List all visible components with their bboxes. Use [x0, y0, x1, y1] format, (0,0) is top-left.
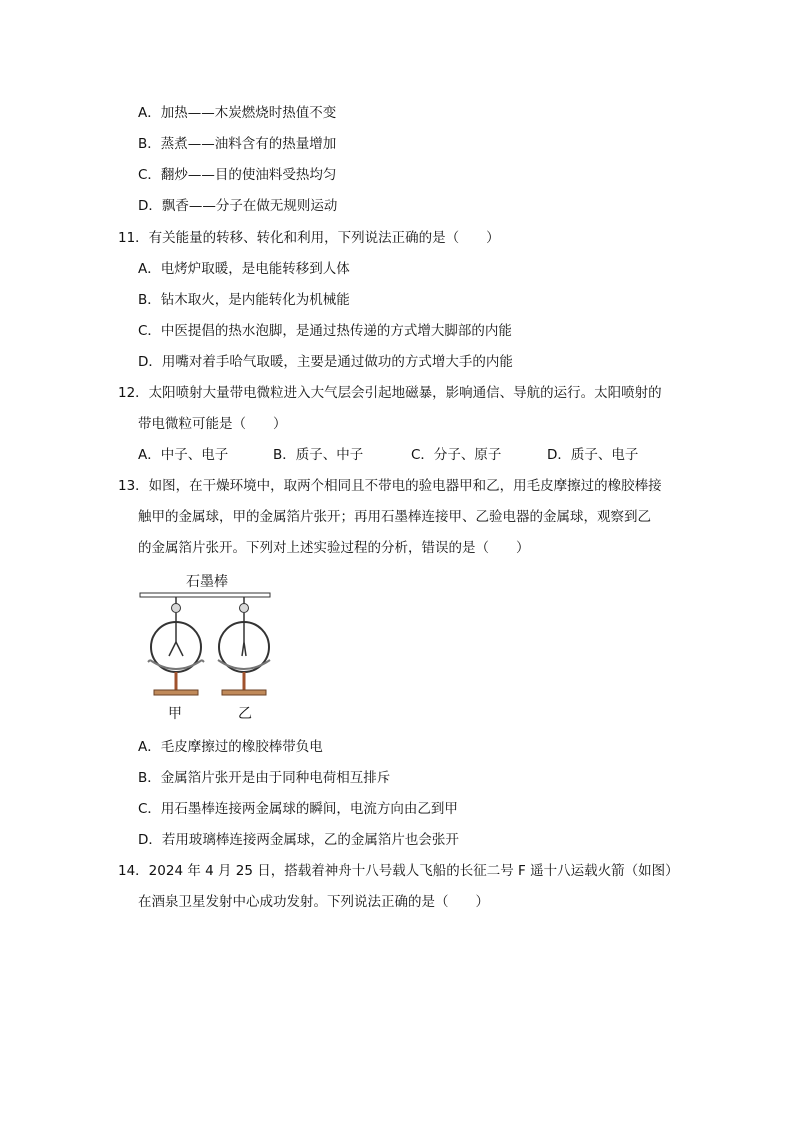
q11-option-d: D．用嘴对着手哈气取暖，主要是通过做功的方式增大手的内能 [138, 354, 513, 370]
q10-option-c: C．翻炒——目的使油料受热均匀 [138, 167, 337, 183]
q13-option-d: D．若用玻璃棒连接两金属球，乙的金属箔片也会张开 [138, 832, 459, 848]
q13-stem-line3: 的金属箔片张开。下列对上述实验过程的分析，错误的是（ ） [138, 540, 530, 556]
q11-option-c: C．中医提倡的热水泡脚，是通过热传递的方式增大脚部的内能 [138, 323, 512, 339]
electroscope-left [148, 597, 204, 695]
q12-stem-line1: 12．太阳喷射大量带电微粒进入大气层会引起地磁暴，影响通信、导航的运行。太阳喷射的 [118, 385, 662, 401]
q12-option-b: B．质子、中子 [273, 447, 364, 463]
q10-option-d: D．飘香——分子在做无规则运动 [138, 198, 338, 214]
q10-option-a: A．加热——木炭燃烧时热值不变 [138, 105, 337, 121]
q14-stem-line1: 14．2024 年 4 月 25 日，搭载着神舟十八号载人飞船的长征二号 F 遥十八运载火箭（如图） [118, 863, 679, 879]
q13-stem-line1: 13．如图，在干燥环境中，取两个相同且不带电的验电器甲和乙，用毛皮摩擦过的橡胶棒接 [118, 478, 662, 494]
q11-stem: 11．有关能量的转移、转化和利用，下列说法正确的是（ ） [118, 230, 500, 246]
q10-option-b: B．蒸煮——油料含有的热量增加 [138, 136, 337, 152]
q13-option-a: A．毛皮摩擦过的橡胶棒带负电 [138, 739, 323, 755]
electroscope-right [218, 597, 270, 695]
q13-stem-line2: 触甲的金属球，甲的金属箔片张开；再用石墨棒连接甲、乙验电器的金属球，观察到乙 [138, 509, 651, 525]
electroscope-drawing [138, 590, 272, 720]
q13-option-b: B．金属箔片张开是由于同种电荷相互排斥 [138, 770, 391, 786]
q12-option-a: A．中子、电子 [138, 447, 229, 463]
q11-option-a: A．电烤炉取暖，是电能转移到人体 [138, 261, 350, 277]
electroscope-figure [138, 572, 272, 722]
q11-option-b: B．钻木取火，是内能转化为机械能 [138, 292, 350, 308]
graphite-rod [140, 593, 270, 597]
graphite-rod-label: 石墨棒 [186, 574, 228, 590]
electroscope-left-label: 甲 [168, 706, 182, 722]
q12-stem-line2: 带电微粒可能是（ ） [138, 416, 287, 432]
q12-option-c: C．分子、原子 [411, 447, 502, 463]
q12-option-d: D．质子、电子 [547, 447, 639, 463]
q14-stem-line2: 在酒泉卫星发射中心成功发射。下列说法正确的是（ ） [138, 894, 489, 910]
q13-option-c: C．用石墨棒连接两金属球的瞬间，电流方向由乙到甲 [138, 801, 458, 817]
electroscope-right-label: 乙 [238, 706, 252, 722]
